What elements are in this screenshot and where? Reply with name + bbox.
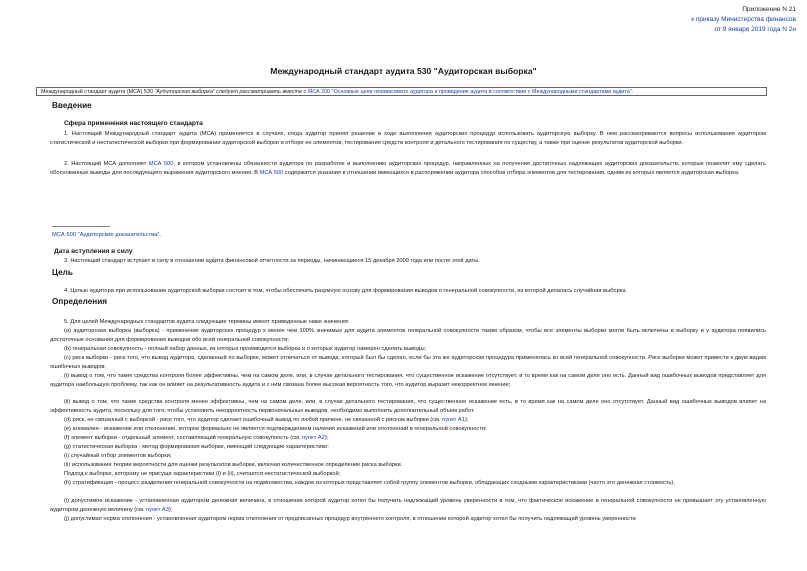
paragraph-4: 4. Целью аудитора при использовании аудиторской выборки состоит в том, чтобы обеспечить разумную основу для формирования выводов о генеральной совокупности, из которой делалась случайная выборка. xyxy=(64,288,628,294)
heading-introduction: Введение xyxy=(52,101,92,110)
footnote-isa-500[interactable]: МСА 500 "Аудиторские доказательства". xyxy=(52,232,162,238)
definition-f-text: (f) элемент выборки - отдельный элемент, составляющий генеральную совокупность (см. xyxy=(64,435,301,441)
notice-box xyxy=(36,87,767,96)
document-title: Международный стандарт аудита 530 "Аудиторская выборка" xyxy=(270,66,537,76)
definition-h: (h) стратификация - процесс разделения генеральной совокупности на подмножества, каждое из которых представляет собой группу элементов выборки, обладающих сходными характеристиками (часто это денежная стоимость); xyxy=(64,480,675,486)
notice-prefix: Международный стандарт аудита (МСА) 530 xyxy=(41,89,155,95)
paragraph-1: 1. Настоящий Международный стандарт аудита (МСА) применяется в случаях, когда аудитор принял решение в ходе выполнения аудиторских процедур использовать аудиторскую выборку. В нем рассматриваются вопросы использования аудитором статистической и нестатистической выборки при формировании аудиторской выборки и отборе ее элементов, тестирования средств контроля и детального тестирования по существу, а также при оценке результатов аудиторской выборки. xyxy=(50,131,766,146)
definition-c-i: (i) вывод о том, что такие средства контроля более эффективны, чем на самом деле, или, в случае детального тестирования, что существенное искажение отсутствует, в то время как на самом деле оно есть. Данный вид ошибочных выводов представляет для аудитора наибольшую проблему, так как он влияет на результативность аудита и с ним связана более высокая вероятность того, что аудитор выразит некорректное мнение; xyxy=(50,373,766,388)
appendix-number: Приложение N 21 xyxy=(742,6,796,13)
paragraph-2 xyxy=(50,160,766,178)
definition-d xyxy=(50,416,766,425)
footnote-divider xyxy=(52,226,110,227)
p2-text-b: , в котором установлены обязанности аудитора по разработке и выполнению аудиторских процедур, направленных на получение достаточных надлежащих аудиторских доказательств, которые позволят ему сделать обоснованные выводы для последующего выражения аудиторского мнения. В xyxy=(50,161,766,176)
isa-500-link-2[interactable]: МСА 500 xyxy=(259,170,284,176)
definition-f xyxy=(50,434,766,443)
definition-j: (j) допустимая норма отклонения - установленная аудитором норма отклонения от предписанных процедур внутреннего контроля, в отношении которой аудитор хотел бы получить надлежащий уровень уверенности xyxy=(64,516,636,522)
p2-text-a: 2. Настоящий МСА дополняет xyxy=(64,161,147,167)
heading-scope: Сфера применения настоящего стандарта xyxy=(64,120,203,127)
point-a1-link[interactable]: пункт A1 xyxy=(442,417,465,423)
definition-i xyxy=(50,497,766,515)
definition-c-ii: (ii) вывод о том, что такие средства контроля менее эффективны, чем на самом деле, или, в случае детального тестирования, что существенное искажение есть, в то время как на самом деле оно отсутствует. Данный вид ошибочных выводов влияет на эффективность аудита, поскольку для того, чтобы установить некорректность первоначальных выводов, необходимо выполнить дополнительный объем работ. xyxy=(50,399,766,414)
definition-f-end: ); xyxy=(324,435,329,441)
definition-g-ii: (ii) использование теории вероятности для оценки результатов выборки, включая количественное определение риска выборки. xyxy=(64,462,403,468)
heading-effective-date: Дата вступления в силу xyxy=(54,248,133,255)
definition-b: (b) генеральная совокупность - полный набор данных, из которых производится выборка и о которых аудитор намерен сделать выводы; xyxy=(64,346,427,352)
p2-text-c: содержатся указания в отношении имеющихся в распоряжении аудитора способов отбора элементов для тестирования, одним из которых является аудиторская выборка. xyxy=(284,170,740,176)
point-a3-link[interactable]: пункт A3 xyxy=(146,507,169,513)
paragraph-5: 5. Для целей Международных стандартов аудита следующие термины имеют приведенные ниже значения: xyxy=(64,319,350,325)
paragraph-3: 3. Настоящий стандарт вступает в силу в отношении аудита финансовой отчетности за периоды, начинающиеся 15 декабря 2009 года или после этой даты. xyxy=(64,258,480,264)
order-link[interactable]: к приказу Министерства финансов xyxy=(691,16,796,23)
definition-g-end: Подход к выборке, которому не присущи характеристики (i) и (ii), считается нестатистической выборкой; xyxy=(64,471,341,477)
heading-objective: Цель xyxy=(52,268,73,277)
definition-g-i: (i) случайный отбор элементов выборки; xyxy=(64,453,172,459)
order-date-link[interactable]: от 9 января 2019 года N 2н xyxy=(714,26,796,33)
definition-e: (e) аномалия - искажение или отклонение, которое формально не является подтверждением наличия искажений или отклонений в генеральной совокупности; xyxy=(64,426,487,432)
notice-quote: "Аудиторская выборка" следует рассматривать вместе с xyxy=(154,89,307,95)
point-a2-link[interactable]: пункт A2 xyxy=(302,435,325,441)
notice-suffix: . xyxy=(631,89,634,95)
appendix-header xyxy=(691,5,796,35)
definition-d-text: (d) риск, не связанный с выборкой - риск того, что аудитор сделает ошибочный вывод по любой причине, не связанной с риском выборки (см. xyxy=(64,417,441,423)
isa-200-link[interactable]: МСА 200 "Основные цели независимого аудитора и проведение аудита в соответствии с Международными стандартами аудита" xyxy=(307,89,632,95)
definition-g: (g) статистическая выборка - метод формирования выборки, имеющий следующие характеристики: xyxy=(64,444,329,450)
definition-i-text: (i) допустимое искажение - установленная аудитором денежная величина, в отношении которой аудитор хотел бы получить надлежащий уровень уверенности в том, что фактическое искажение в генеральной совокупности не превышает эту установленную аудитором денежную величину (см. xyxy=(50,498,766,513)
definition-d-end: ); xyxy=(464,417,469,423)
definition-c: (c) риск выборки - риск того, что вывод аудитора, сделанный по выборке, может отличаться от вывода, который был бы сделан, если бы эта же аудиторская процедура применялась ко всей генеральной совокупности. Риск выборки может привести к двум видам ошибочных выводов: xyxy=(50,355,766,370)
definition-i-end: ); xyxy=(168,507,173,513)
isa-500-link[interactable]: МСА 500 xyxy=(148,161,174,167)
definition-a: (a) аудиторская выборка (выборка) - применение аудиторских процедур к менее чем 100% значимых для аудита элементов генеральной совокупности таким образом, чтобы все элементы выборки могли быть включены в выборку и у аудитора появились достаточные основания для формирования выводов обо всей генеральной совокупности; xyxy=(50,328,766,343)
heading-definitions: Определения xyxy=(52,297,108,306)
